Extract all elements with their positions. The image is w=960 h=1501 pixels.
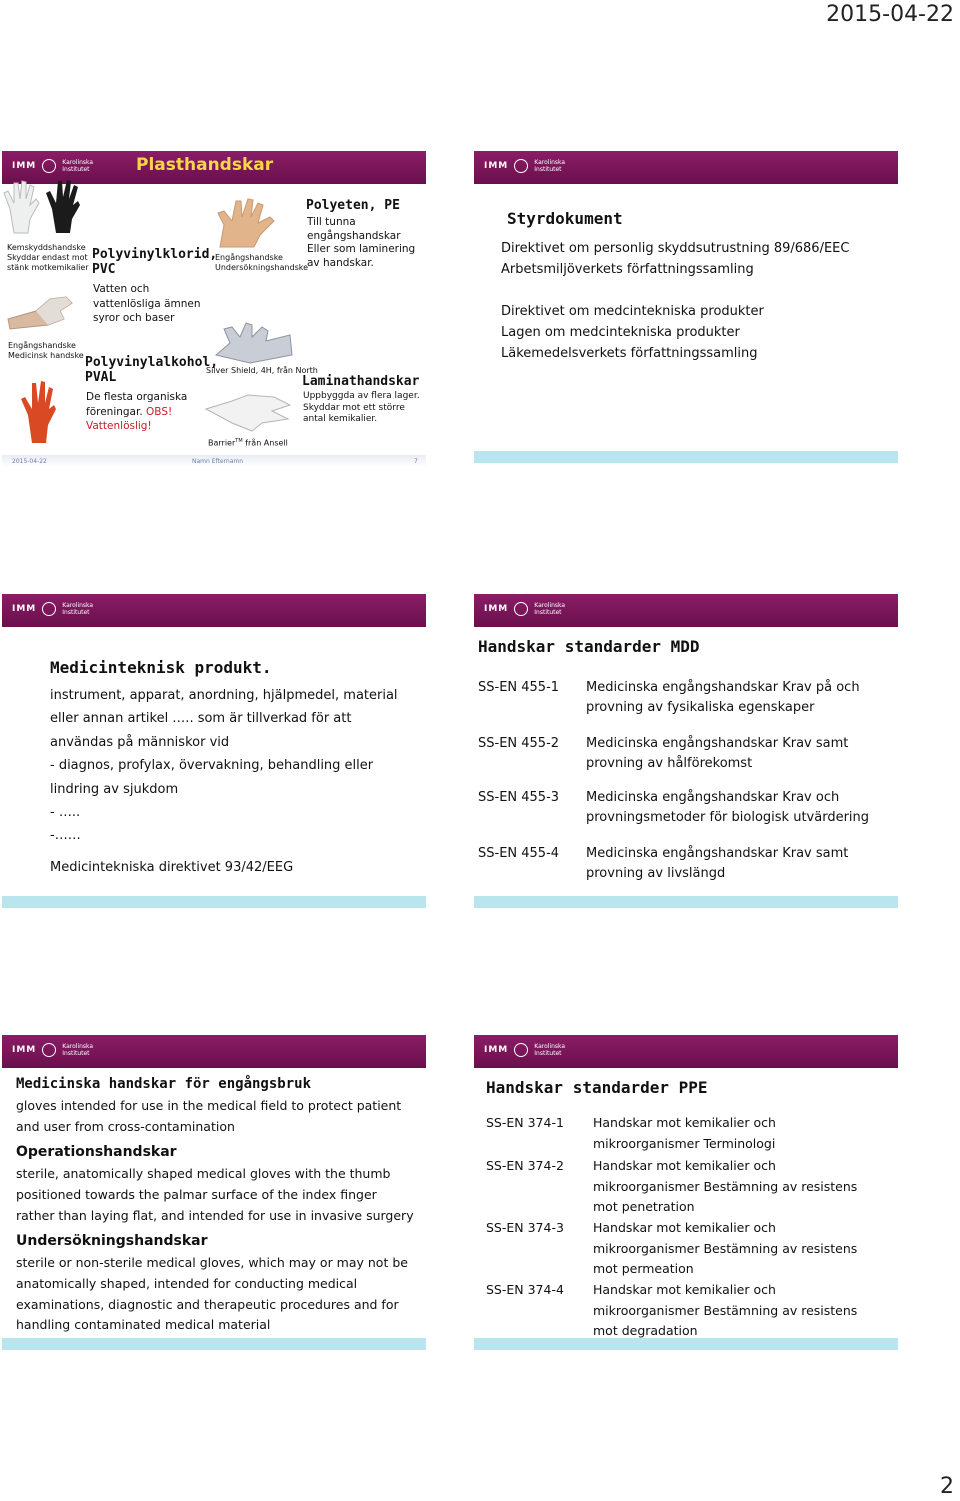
kem-caption: Kemskyddshandske Skyddar endast mot stänk motkemikalier bbox=[7, 243, 89, 272]
pe-title: Polyeten, PE bbox=[306, 198, 400, 213]
slide-title: Styrdokument bbox=[507, 209, 623, 228]
slide-title-bar bbox=[474, 1035, 898, 1068]
footer-author: Namn Efternamn bbox=[192, 458, 244, 465]
footer-band bbox=[474, 896, 898, 908]
logo: IMM Karolinska Institutet bbox=[12, 602, 94, 616]
definition-text: instrument, apparat, anordning, hjälpmedel, material eller annan artikel ….. som är tillverkad för att användas på människor vid - diagnos, profylax, övervakning, behandling eller lindring av sjukdom - ….. -…… bbox=[50, 688, 398, 844]
footer-band bbox=[2, 896, 426, 908]
barrier-glove-icon bbox=[202, 391, 294, 433]
slide-standarder-mdd: IMM Karolinska Institutet Handskar standarder MDD SS-EN 455-1 Medicinska engångshandskar Krav på och provning av fysikaliska egenskaper SS-EN 455-2 Medicinska engångshandskar Krav samt provning av hålförekomst SS-EN 455-3 Medicinska engångshandskar Krav och provningsmetoder för biologisk utvärdering SS-EN 455-4 Medicinska engångshandskar Krav samt provning av livslängd bbox=[474, 594, 898, 908]
standard-code: SS-EN 374-2 bbox=[486, 1158, 564, 1173]
vattenloslig-label: Vattenlöslig! bbox=[86, 420, 152, 433]
pval-text: De flesta organiska föreningar. OBS! Vattenlöslig! bbox=[86, 391, 188, 433]
pvc-title: Polyvinylklorid, PVC bbox=[92, 247, 218, 277]
barrier-caption: Barrier™ från Ansell bbox=[208, 438, 288, 448]
hand-glove-icon bbox=[6, 289, 74, 333]
logo: IMM Karolinska Institutet bbox=[484, 1043, 566, 1057]
footer-band bbox=[474, 1338, 898, 1350]
eng-caption-left: Engångshandske Medicinsk handske bbox=[8, 341, 84, 360]
lam-title: Laminathandskar bbox=[302, 374, 420, 389]
definitions: Medicinska handskar för engångsbruk gloves intended for use in the medical field to protect patient and user from cross-contamination Operationshandskar sterile, anatomically shaped medical gloves with the thumb positioned towards the palmar surface of the index finger rather than laying flat, and intended for use in invasive surgery Undersökningshandskar sterile or non-sterile medical gloves, which may or may not be anatomically shaped, intended for conducting medical examinations, diagnostic and therapeutic procedures and for handling contaminated medical material bbox=[16, 1073, 420, 1336]
logo: IMM Karolinska Institutet bbox=[484, 159, 566, 173]
red-glove-icon bbox=[18, 377, 58, 445]
page-number: 2 bbox=[940, 1474, 954, 1499]
silver-caption: Silver Shield, 4H, från North bbox=[206, 366, 318, 375]
logo: IMM Karolinska Institutet bbox=[484, 602, 566, 616]
standard-code: SS-EN 374-3 bbox=[486, 1220, 564, 1235]
slide-medicinska-handskar bbox=[2, 1035, 426, 1350]
ki-seal-icon bbox=[514, 602, 528, 616]
eng-caption-mid: Engångshandske Undersökningshandske bbox=[215, 253, 309, 272]
logo: IMM Karolinska Institutet bbox=[12, 159, 94, 173]
slide-title: Medicinteknisk produkt. bbox=[50, 658, 272, 677]
pval-title: Polyvinylalkohol, PVAL bbox=[85, 355, 219, 385]
ki-seal-icon bbox=[42, 1043, 56, 1057]
header-date: 2015-04-22 bbox=[826, 2, 954, 27]
slide-standarder-ppe: IMM Karolinska Institutet Handskar standarder PPE SS-EN 374-1 Handskar mot kemikalier och mikroorganismer Terminologi SS-EN 374-2 Handskar mot kemikalier och mikroorganismer Bestämning av resistens mot penetration SS-EN 374-3 Handskar mot kemikalier och mikroorganismer Bestämning av resistens mot permeation SS-EN 374-4 Handskar mot kemikalier och mikroorganismer Bestämning av resistens mot degradation bbox=[474, 1035, 898, 1350]
standard-code: SS-EN 455-2 bbox=[478, 736, 560, 751]
logo: IMM Karolinska Institutet bbox=[12, 1043, 94, 1057]
white-glove-icon bbox=[2, 179, 42, 235]
ki-seal-icon bbox=[514, 1043, 528, 1057]
imm-logo: IMM bbox=[12, 161, 37, 171]
slide-title: Handskar standarder PPE bbox=[486, 1078, 708, 1097]
slide-plasthandskar bbox=[2, 151, 426, 451]
footer-band bbox=[474, 451, 898, 463]
standard-code: SS-EN 374-1 bbox=[486, 1115, 564, 1130]
pvc-text: Vatten och vattenlösliga ämnen syror och baser bbox=[93, 283, 201, 325]
exam-glove-icon bbox=[214, 195, 286, 249]
ki-seal-icon bbox=[42, 159, 56, 173]
heading-operationshandskar: Operationshandskar bbox=[16, 1144, 177, 1161]
slide-title-bar bbox=[2, 1035, 426, 1068]
lam-text: Uppbyggda av flera lager. Skyddar mot ett större antal kemikalier. bbox=[303, 391, 420, 425]
silver-glove-icon bbox=[210, 315, 294, 365]
standard-code: SS-EN 455-4 bbox=[478, 846, 560, 861]
standard-code: SS-EN 455-1 bbox=[478, 680, 560, 695]
slide-medicinteknisk-produkt bbox=[2, 594, 426, 908]
directives-b: Direktivet om medcintekniska produkter Lagen om medcintekniska produkter Läkemedelsverkets författningssamling bbox=[501, 304, 764, 361]
obs-label: OBS! bbox=[146, 405, 173, 418]
black-glove-icon bbox=[42, 177, 82, 235]
standard-code: SS-EN 374-4 bbox=[486, 1282, 564, 1297]
directives-a: Direktivet om personlig skyddsutrustning 89/686/EEC Arbetsmiljöverkets författningssamling bbox=[501, 241, 850, 277]
slide-title-bar bbox=[474, 151, 898, 184]
slide1-footer bbox=[2, 455, 426, 467]
standard-code: SS-EN 455-3 bbox=[478, 790, 560, 805]
heading-engangsbruk: Medicinska handskar för engångsbruk bbox=[16, 1076, 312, 1092]
ki-seal-icon bbox=[514, 159, 528, 173]
slide-title-bar bbox=[474, 594, 898, 627]
slide-styrdokument bbox=[474, 151, 898, 463]
slide-title: Handskar standarder MDD bbox=[478, 637, 700, 656]
heading-undersokningshandskar: Undersökningshandskar bbox=[16, 1233, 208, 1250]
slide-title: Plasthandskar bbox=[136, 155, 274, 175]
footer-date: 2015-04-22 bbox=[12, 458, 47, 465]
footer-slide-number: 7 bbox=[414, 458, 418, 465]
ki-seal-icon bbox=[42, 602, 56, 616]
slide-title-bar bbox=[2, 594, 426, 627]
directive-text: Medicintekniska direktivet 93/42/EEG bbox=[50, 860, 294, 875]
pe-text: Till tunna engångshandskar Eller som laminering av handskar. bbox=[307, 216, 416, 269]
footer-band bbox=[2, 1338, 426, 1350]
